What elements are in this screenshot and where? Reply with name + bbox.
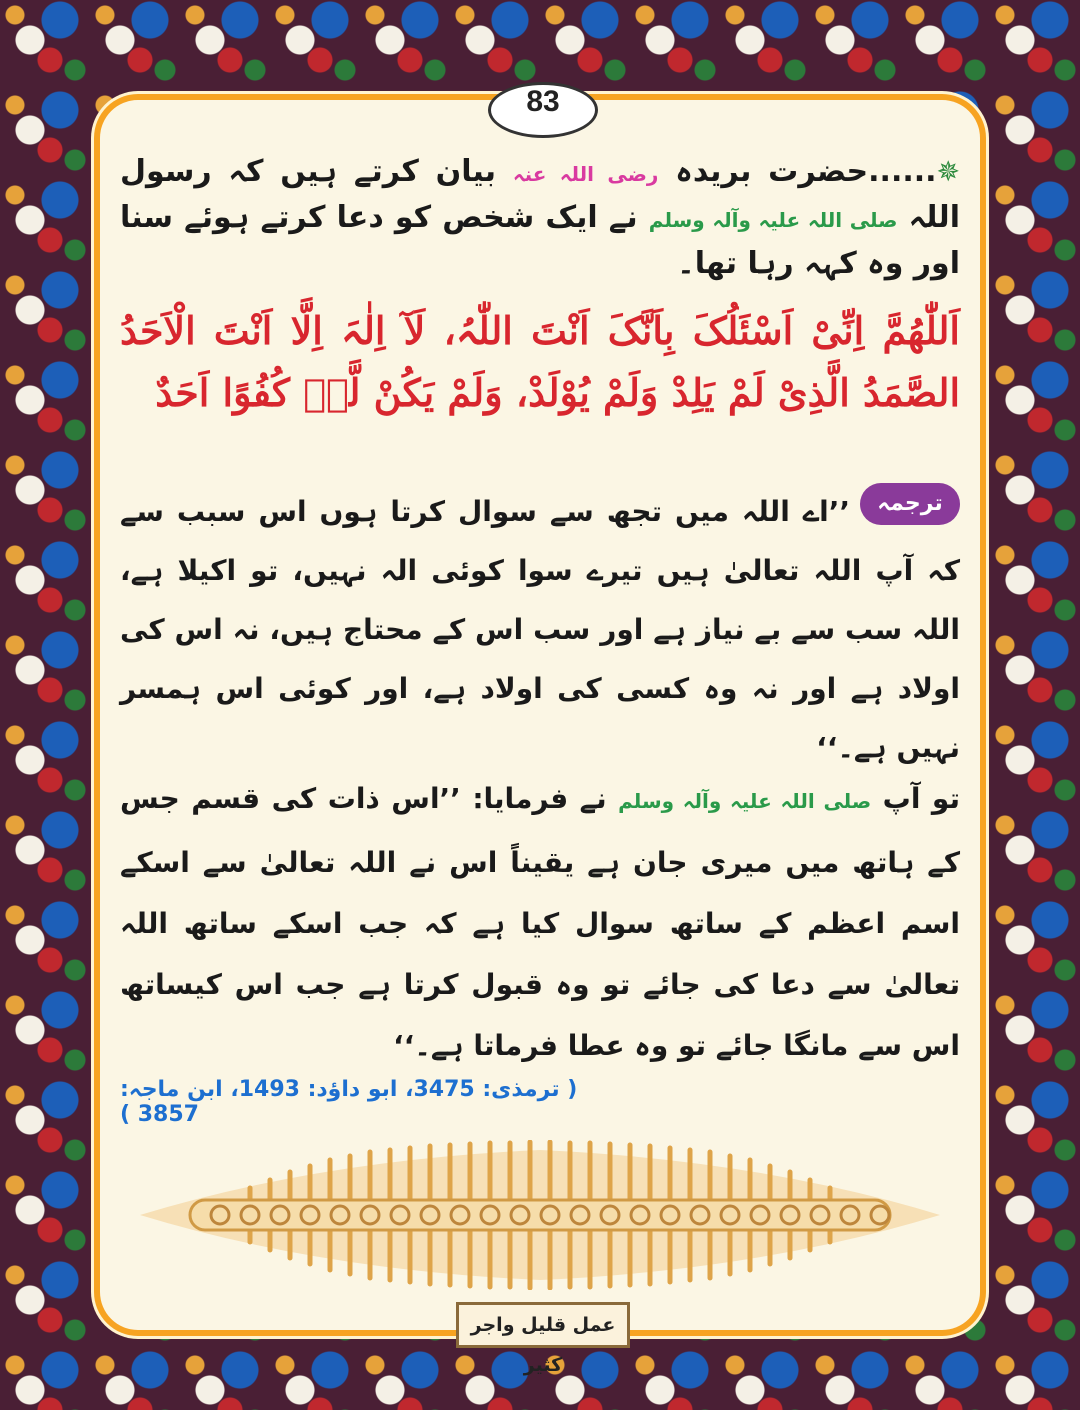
- intro-text-1: ......حضرت بریدہ: [658, 154, 937, 189]
- flower-marker-icon: ✵: [936, 155, 961, 188]
- page-number: 83: [488, 82, 598, 138]
- intro-text-3: نے ایک شخص کو دعا کرتے ہوئے سنا اور وہ کہہ رہا تھا۔: [120, 200, 960, 281]
- arabic-dua: اَللّٰھُمَّ اِنِّیْ اَسْئَلُکَ بِاَنَّکَ اَنْتَ اللّٰہُ، لَآ اِلٰہَ اِلَّا اَنْتَ الْاَحَدُ الصَّمَدُ الَّذِیْ لَمْ یَلِدْ وَلَمْ یُوْلَدْ، وَلَمْ یَکُنْ لَّہٗ کُفُوًا اَحَدٌ: [120, 308, 960, 415]
- translation-paragraph: ’’اے اللہ میں تجھ سے سوال کرتا ہوں اس سبب سے کہ آپ اللہ تعالیٰ ہیں تیرے سوا کوئی الہ نہیں، تو اکیلا ہے، اللہ سب سے بے نیاز ہے اور سب اس کے محتاج ہیں، نہ اس کی اولاد ہے اور نہ وہ کسی کی اولاد ہے، اور کوئی اس ہمسر نہیں ہے۔‘‘: [120, 495, 960, 764]
- decorative-ornament: [120, 1140, 960, 1290]
- prophet-honorific: صلی اللہ علیہ وآلہ وسلم: [648, 208, 898, 232]
- translation-badge: ترجمہ: [860, 483, 960, 525]
- conclusion-text-1: تو آپ: [871, 782, 960, 815]
- intro-text-2: بیان کرتے ہیں کہ رسول اللہ: [120, 154, 960, 235]
- footer-book-title: عمل قلیل واجر کثیر: [456, 1302, 630, 1348]
- companion-honorific: رضی اللہ عنہ: [512, 162, 659, 186]
- conclusion-text-2: نے فرمایا: ’’اس ذات کی قسم جس کے ہاتھ میں میری جان ہے یقیناً اس نے اللہ تعالیٰ سے اسکے اسم اعظم کے ساتھ سوال کیا ہے کہ جب اسکے ساتھ اللہ تعالیٰ سے دعا کی جائے تو وہ قبول کرتا ہے جب اس کیساتھ اس سے مانگا جائے تو وہ عطا فرماتا ہے۔‘‘: [120, 782, 960, 1062]
- hadith-intro-paragraph: [120, 150, 960, 286]
- prophet-honorific: صلی اللہ علیہ وآلہ وسلم: [618, 789, 872, 813]
- hadith-reference: ( ترمذی: 3475، ابو داؤد: 1493، ابن ماجہ: 3857 ): [120, 1077, 578, 1127]
- conclusion-paragraph: [120, 768, 960, 1076]
